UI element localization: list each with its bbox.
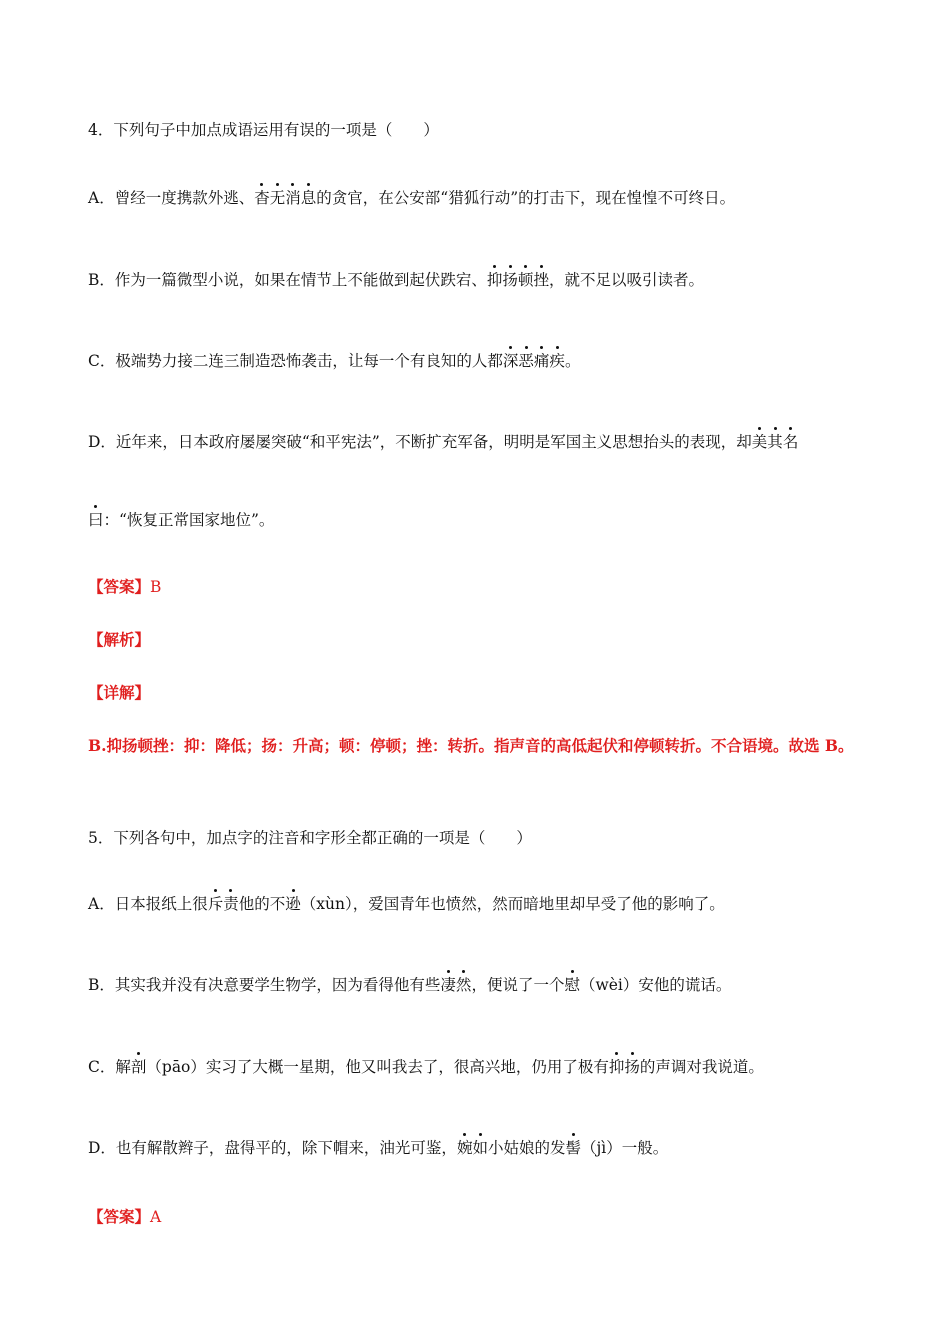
dotted-char: 凄 (440, 976, 456, 994)
dotted-char: 婉 (456, 1139, 473, 1157)
dotted-char: 名 (782, 433, 799, 451)
answer-label: 【答案】 (88, 1207, 151, 1226)
dotted-char: 逊 (285, 895, 301, 913)
dotted-char: 斥 (207, 895, 224, 913)
q5-b-text-end: （wèi）安他的谎话。 (579, 976, 732, 994)
q4-b-text: B．作为一篇微型小说，如果在情节上不能做到起伏跌宕、 (88, 271, 487, 289)
q5-option-d (88, 1138, 668, 1158)
dotted-char: 然 (455, 976, 472, 994)
q4-option-c (88, 351, 580, 371)
dotted-char: 无 (269, 189, 286, 207)
dotted-char: 息 (300, 189, 317, 207)
q4-analysis-label: 【解析】 (88, 630, 151, 649)
q5-b-text: B．其实我并没有决意要学生物学，因为看得他有些 (88, 976, 441, 994)
q4-a-text-end: 的贪官，在公安部“猎狐行动”的打击下，现在惶惶不可终日。 (316, 189, 736, 207)
dotted-char: 顿 (517, 271, 534, 289)
q5-a-text: A．日本报纸上很 (88, 895, 208, 913)
q4-detail-label: 【详解】 (88, 683, 151, 702)
dotted-char: 挫 (533, 271, 549, 289)
dotted-char: 扬 (502, 271, 518, 289)
dotted-char: 消 (285, 189, 301, 207)
q5-a-text-end: （xùn），爱国青年也愤然，然而暗地里却早受了他的影响了。 (300, 895, 725, 913)
dotted-char: 其 (767, 433, 783, 451)
q5-option-b (88, 975, 731, 995)
dotted-char: 恶 (518, 352, 534, 370)
q5-a-text-mid: 他的不 (238, 895, 286, 913)
q5-d-text-mid: 小姑娘的发 (487, 1139, 566, 1157)
q4-option-d (88, 432, 798, 452)
dotted-char: 痛 (533, 352, 550, 370)
q4-b-text-end: ，就不足以吸引读者。 (548, 271, 704, 289)
question-4-stem: 4．下列句子中加点成语运用有误的一项是（ ） (88, 121, 439, 139)
dotted-char: 如 (472, 1139, 488, 1157)
q5-option-a (88, 894, 725, 914)
dotted-char: 抑 (486, 271, 503, 289)
q5-c-text: C．解 (88, 1058, 131, 1076)
q4-a-text: A．曾经一度携款外逃、 (88, 189, 255, 207)
question-5-stem: 5．下列各句中，加点字的注音和字形全都正确的一项是（ ） (88, 829, 532, 847)
q5-answer (88, 1207, 161, 1227)
answer-value: A (150, 1208, 162, 1226)
q4-c-text-end: 。 (564, 352, 581, 370)
dotted-char: 慰 (564, 976, 580, 994)
q5-d-text: D．也有解散辫子，盘得平的，除下帽来，油光可鉴， (88, 1139, 457, 1157)
dotted-char: 曰 (88, 511, 104, 529)
q4-d-text: D．近年来，日本政府屡屡突破“和平宪法”，不断扩充军备，明明是军国主义思想抬头的表现，却 (88, 433, 752, 451)
q4-option-a (88, 188, 735, 208)
dotted-char: 剖 (130, 1058, 147, 1076)
q4-d-text-end: ：“恢复正常国家地位”。 (103, 511, 275, 529)
q5-d-text-end: （jì）一般。 (581, 1139, 669, 1157)
answer-value: B (150, 578, 162, 596)
q4-option-d-cont (88, 510, 274, 530)
q4-option-b (88, 270, 704, 290)
dotted-char: 扬 (624, 1058, 640, 1076)
dotted-char: 杳 (254, 189, 270, 207)
q4-detail-text: B.抑扬顿挫：抑：降低；扬：升高；顿：停顿；挫：转折。指声音的高低起伏和停顿转折。不合语境。故选 B。 (88, 736, 854, 755)
q5-b-text-mid: ，便说了一个 (471, 976, 565, 994)
q5-option-c (88, 1057, 764, 1077)
dotted-char: 抑 (608, 1058, 625, 1076)
q5-c-text-end: 的声调对我说道。 (639, 1058, 764, 1076)
answer-label: 【答案】 (88, 577, 151, 596)
dotted-char: 髻 (565, 1139, 581, 1157)
dotted-char: 责 (223, 895, 239, 913)
dotted-char: 深 (502, 352, 519, 370)
q5-c-text-mid: （pāo）实习了大概一星期，他又叫我去了，很高兴地，仍用了极有 (146, 1058, 609, 1076)
q4-answer (88, 577, 161, 597)
dotted-char: 美 (751, 433, 768, 451)
q4-c-text: C．极端势力接二连三制造恐怖袭击，让每一个有良知的人都 (88, 352, 503, 370)
dotted-char: 疾 (549, 352, 565, 370)
